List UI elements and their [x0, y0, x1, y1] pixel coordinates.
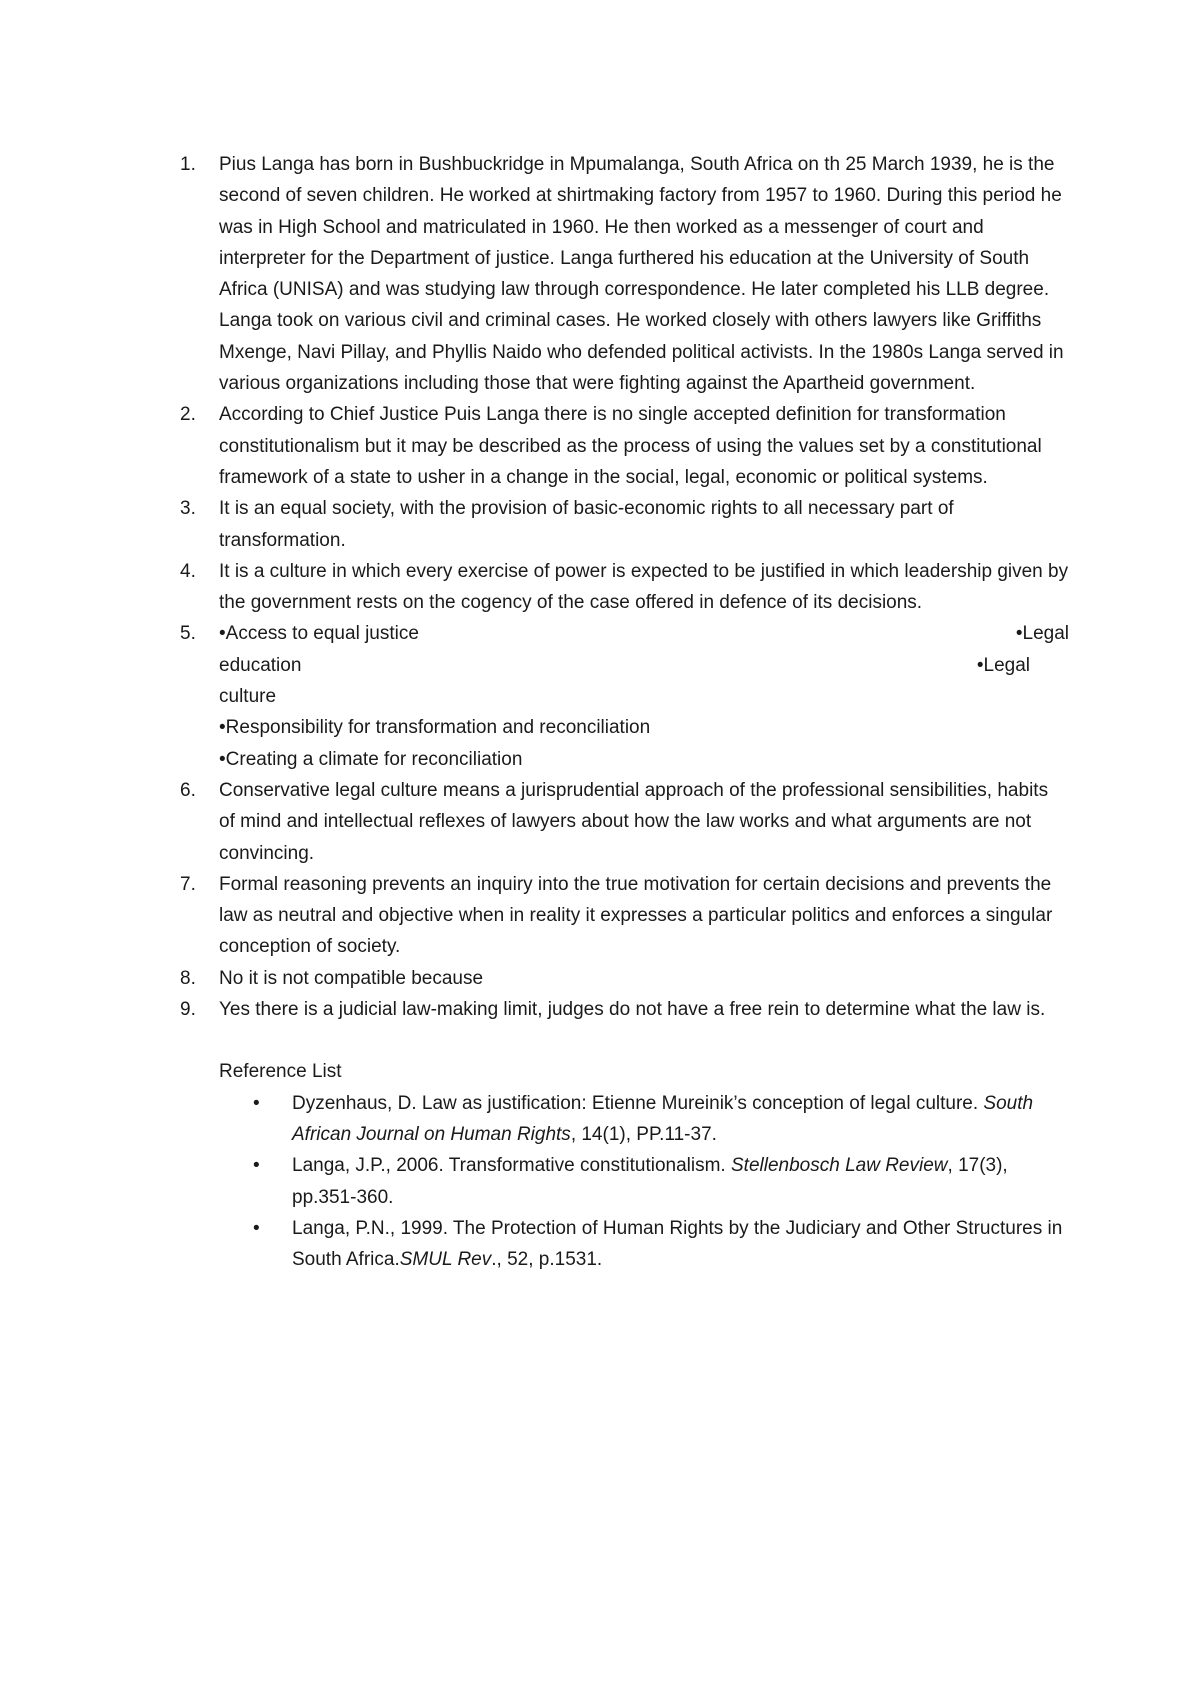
reference-item	[0, 1088, 1072, 1151]
bullet-line: culture	[219, 686, 277, 708]
bullet-icon: •	[253, 1217, 260, 1239]
list-item-9	[0, 994, 1069, 1025]
item-paragraph: No it is not compatible because	[219, 967, 484, 989]
journal-title: SMUL Rev	[399, 1249, 492, 1271]
bullet-line	[219, 650, 1030, 681]
item-number: 3.	[180, 498, 196, 520]
item-paragraph: According to Chief Justice Puis Langa there is no single accepted definition for transformation constitutionalism but it may be described as the process of using the values set by a constitutional framework of a state to usher in a change in the social, legal, economic or political systems.	[219, 404, 1042, 488]
list-item-2	[0, 399, 1069, 493]
reference-text: , 17(3), pp.351-360.	[292, 1155, 1008, 1208]
reference-text: Langa, J.P., 2006. Transformative constitutionalism.	[292, 1155, 731, 1177]
item-number: 1.	[180, 154, 196, 175]
bullet-icon: •	[253, 1155, 260, 1177]
bullet-line: •Responsibility for transformation and reconciliation	[219, 717, 651, 739]
list-item-5	[0, 618, 1069, 774]
item-paragraph: Yes there is a judicial law-making limit, judges do not have a free rein to determine what the law is.	[219, 999, 1046, 1021]
item-paragraph: Formal reasoning prevents an inquiry into the true motivation for certain decisions and prevents the law as neutral and objective when in reality it expresses a particular politics and enforces a singular conception of society.	[219, 873, 1053, 958]
document-body	[0, 149, 1200, 1275]
bullet-text: •Legal	[1015, 623, 1069, 645]
bullet-line: •Creating a climate for reconciliation	[219, 748, 523, 770]
reference-text: Langa, P.N., 1999. The Protection of Human Rights by the Judiciary and Other Structures in South Africa.	[292, 1217, 1063, 1271]
reference-text: ., 52, p.1531.	[491, 1249, 603, 1271]
journal-title: South African Journal on Human Rights	[292, 1092, 1034, 1145]
item-number: 7.	[180, 873, 196, 895]
item-number: 4.	[180, 560, 196, 582]
list-item-8	[0, 963, 1069, 994]
item-paragraph: Langa took on various civil and criminal cases. He worked closely with others lawyers like Griffiths Mxenge, Navi Pillay, and Phyllis Naido who defended political activists. In the 1980s Langa served in various organizations including those that were fighting against the Apartheid government.	[219, 310, 1064, 395]
item-paragraph: Pius Langa has born in Bushbuckridge in Mpumalanga, South Africa on th 25 March 1939, he is the second of seven children. He worked at shirtmaking factory from 1957 to 1960. During this period he was in High School and matriculated in 1960. He then worked as a messenger of court and interpreter for the Department of justice. Langa furthered his education at the University of South Africa (UNISA) and was studying law through correspondence. He later completed his LLB degree.	[219, 154, 1062, 301]
list-item-4	[0, 556, 1069, 619]
bullet-text: •Legal	[976, 654, 1030, 676]
journal-title: Stellenbosch Law Review	[731, 1155, 948, 1177]
item-number: 5.	[180, 623, 196, 645]
item-paragraph: It is an equal society, with the provision of basic-economic rights to all necessary part of transformation.	[219, 498, 954, 551]
reference-text: , 14(1), PP.11-37.	[570, 1123, 717, 1145]
list-item-7	[0, 869, 1069, 963]
item-number: 8.	[180, 967, 196, 989]
bullet-text: •Access to equal justice	[219, 623, 419, 645]
reference-item	[0, 1150, 1072, 1213]
item-number: 9.	[180, 999, 196, 1021]
list-item-3	[0, 493, 1069, 556]
bullet-icon: •	[253, 1092, 260, 1114]
reference-list	[0, 1088, 1200, 1276]
item-number: 6.	[180, 779, 196, 801]
item-paragraph: It is a culture in which every exercise of power is expected to be justified in which leadership given by the government rests on the cogency of the case offered in defence of its decisions.	[219, 560, 1069, 614]
item-paragraph: Conservative legal culture means a jurisprudential approach of the professional sensibilities, habits of mind and intellectual reflexes of lawyers about how the law works and what arguments are not convincing.	[219, 779, 1049, 864]
bullet-line	[219, 618, 1069, 649]
item-number: 2.	[180, 404, 196, 426]
reference-item	[0, 1213, 1072, 1276]
list-item-1	[0, 149, 1069, 399]
reference-list-title: Reference List	[219, 1061, 342, 1083]
list-item-6	[0, 775, 1069, 869]
reference-text: Dyzenhaus, D. Law as justification: Etienne Mureinik’s conception of legal culture.	[292, 1092, 984, 1114]
bullet-text: education	[219, 654, 302, 676]
